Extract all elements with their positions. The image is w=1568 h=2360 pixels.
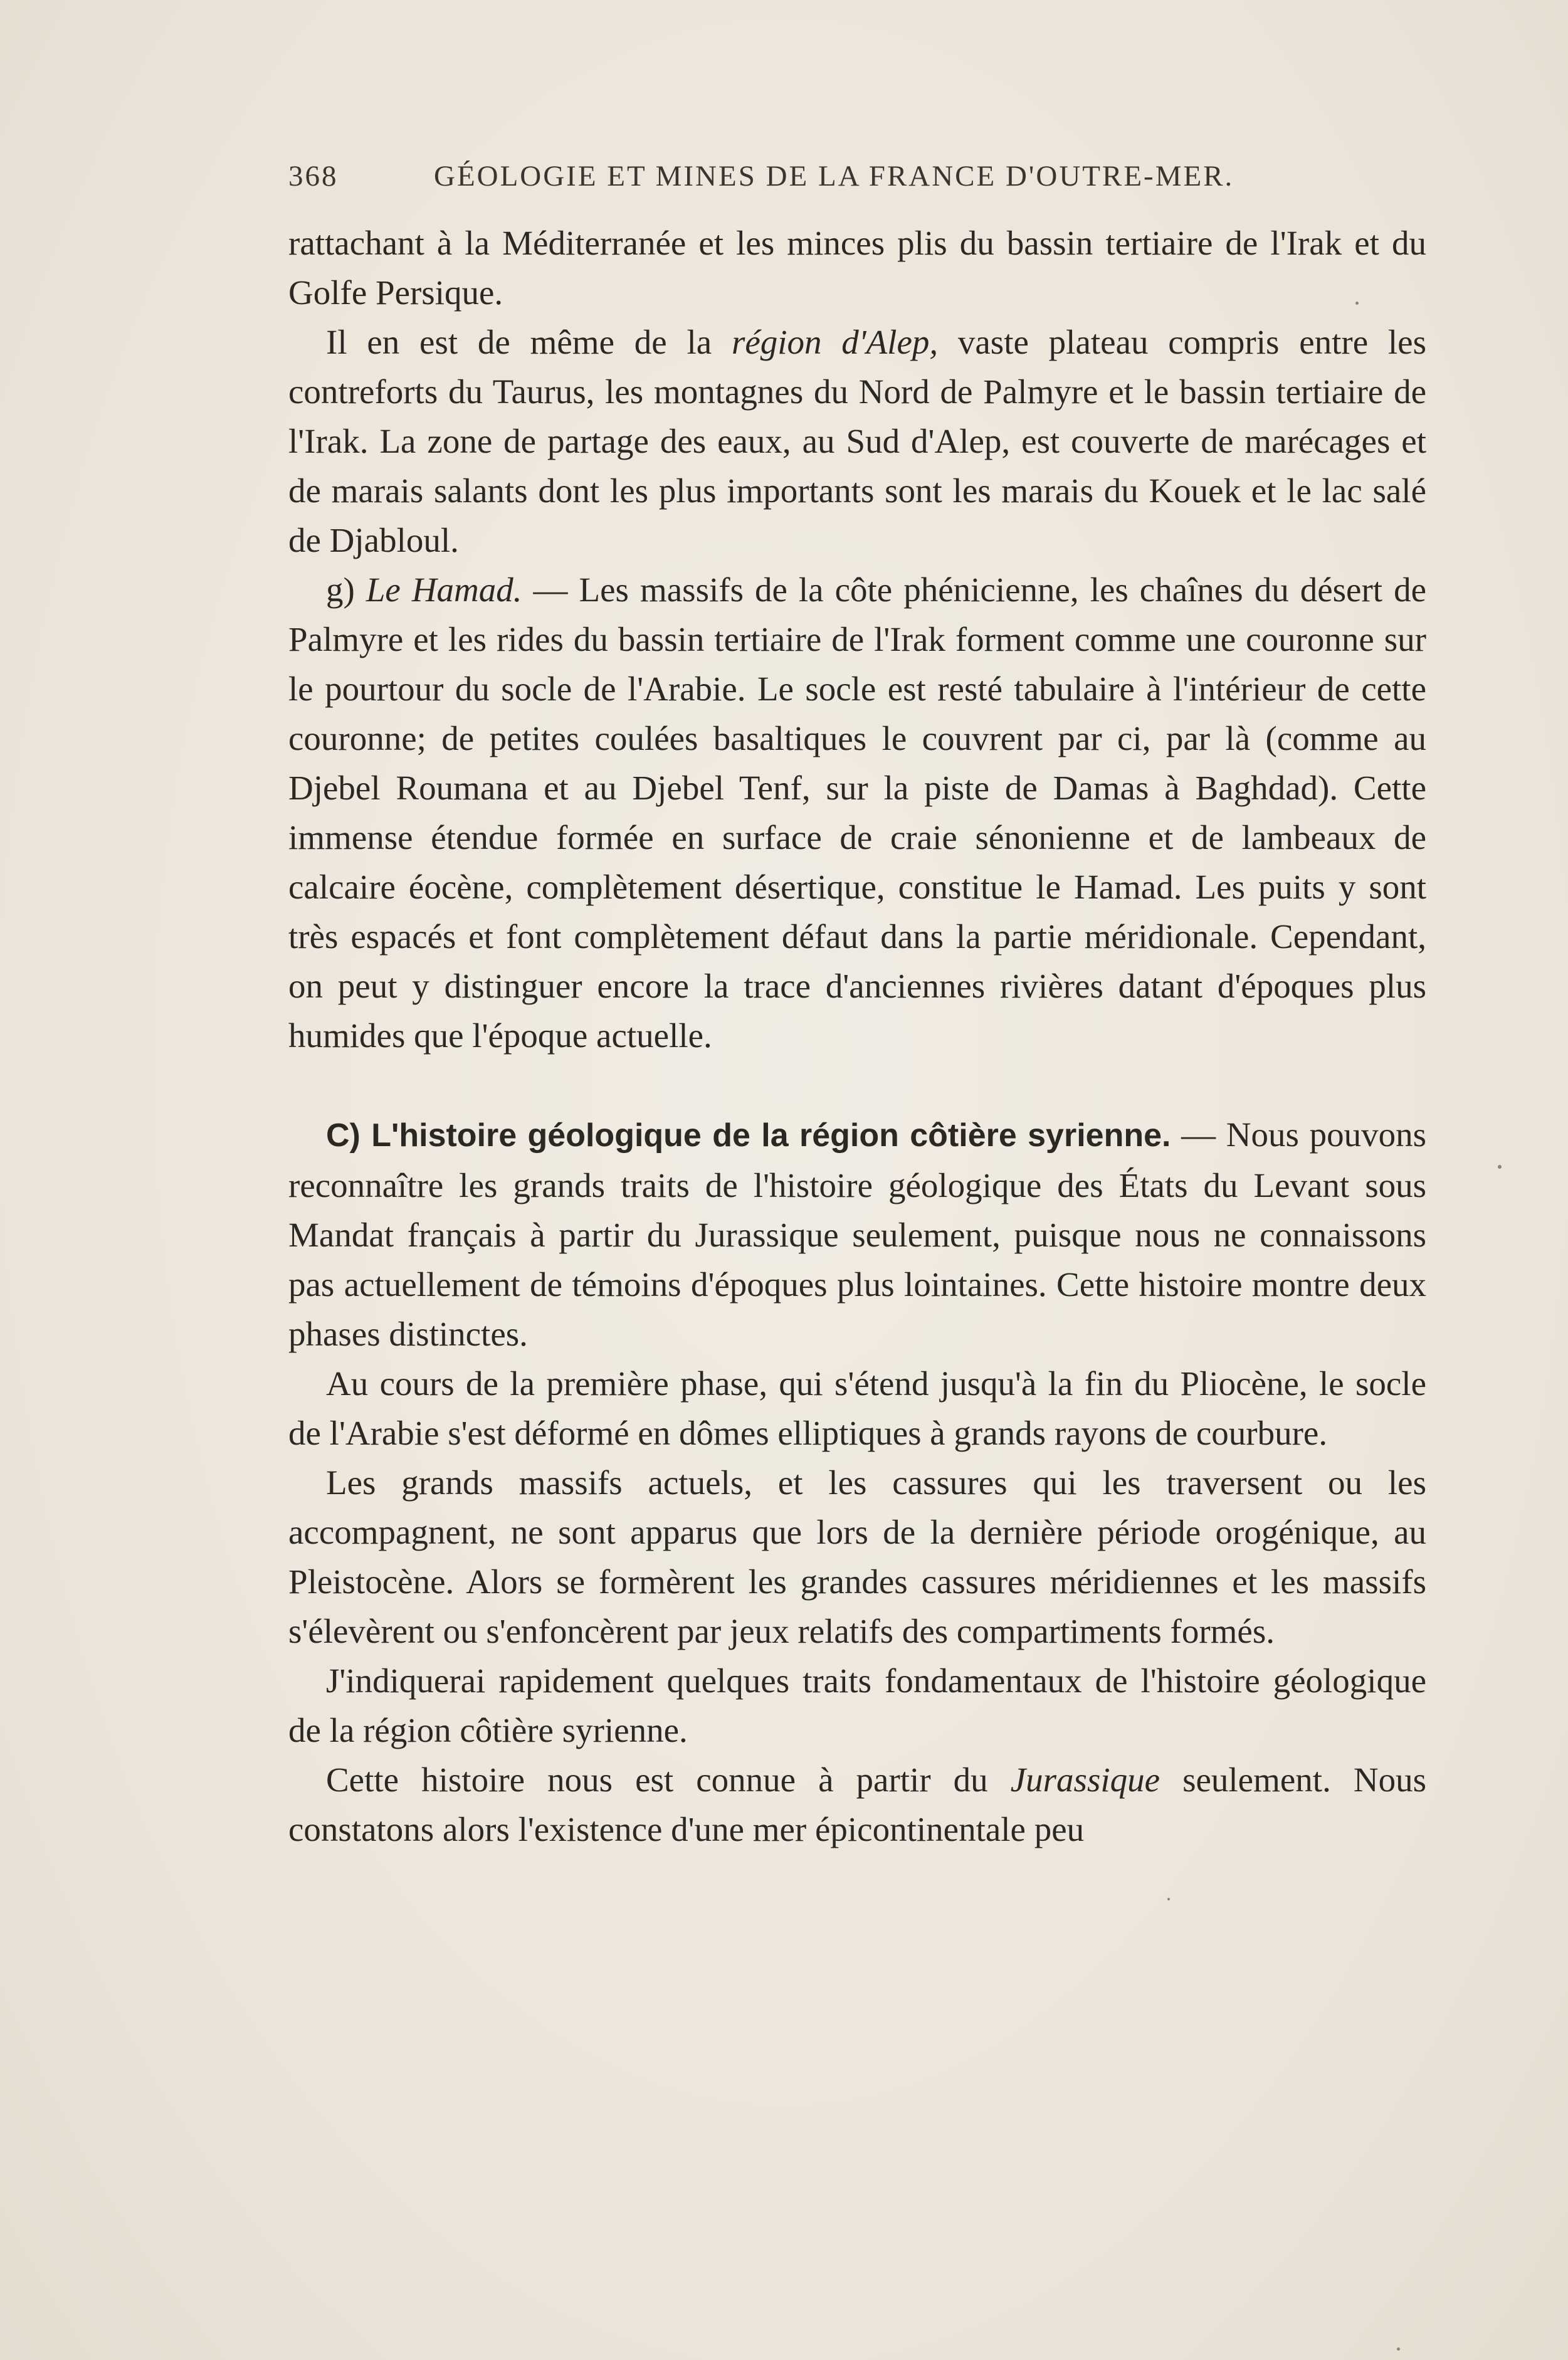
- paragraph-hamad: [288, 565, 1426, 1060]
- paper-speck: [1355, 302, 1359, 305]
- page-header: [288, 159, 1254, 203]
- section-label: C): [326, 1117, 372, 1154]
- section-c-paragraph: [288, 1110, 1426, 1359]
- paragraph-text: Cette histoire nous est connue à partir du: [326, 1761, 1011, 1799]
- paragraph-text: Il en est de même de la: [326, 323, 732, 361]
- paragraph-massifs: Les grands massifs actuels, et les cassures qui les traversent ou les accompagnent, ne sont apparus que lors de la dernière période orogénique, au Pleistocène. Alors se formèrent les grandes cassures méridiennes et les massifs s'élevèrent ou s'enfoncèrent par jeux relatifs des compartiments formés.: [288, 1463, 1426, 1650]
- paragraph-continuation: rattachant à la Méditerranée et les minces plis du bassin tertiaire de l'Irak et du Golfe Persique.: [288, 224, 1426, 312]
- paragraph-traits: J'indiquerai rapidement quelques traits fondamentaux de l'histoire géologique de la région côtière syrienne.: [288, 1662, 1426, 1749]
- paragraph-first-phase: Au cours de la première phase, qui s'étend jusqu'à la fin du Pliocène, le socle de l'Arabie s'est déformé en dômes elliptiques à grands rayons de courbure.: [288, 1364, 1426, 1452]
- section-spacer: [288, 1060, 1426, 1110]
- italic-term: Jurassique: [1010, 1761, 1160, 1799]
- italic-term: région d'Alep,: [731, 323, 939, 361]
- paragraph-text: — Les massifs de la côte phénicienne, les chaînes du désert de Palmyre et les rides du bassin tertiaire de l'Irak forment comme une couronne sur le pourtour du socle de l'Arabie. Le socle est resté tabulaire à l'intérieur de cette couronne; de petites coulées basaltiques le couvrent par ci, par là (comme au Djebel Roumana et au Djebel Tenf, sur la piste de Damas à Baghdad). Cette immense étendue formée en surface de craie sénonienne et de lambeaux de calcaire éocène, complètement désertique, constitue le Hamad. Les puits y sont très espacés et font complètement défaut dans la partie méridionale. Cependant, on peut y distinguer encore la trace d'anciennes rivières datant d'époques plus humides que l'époque actuelle.: [288, 571, 1426, 1055]
- paper-speck: [1498, 1165, 1502, 1169]
- paragraph-text: seulement. Nous constatons alors l'existence d'une mer épicontinentale peu: [288, 1761, 1426, 1848]
- paragraph-text: g): [326, 571, 366, 609]
- paragraph-region-alep: [288, 317, 1426, 565]
- body-text: [288, 218, 1426, 1854]
- running-title: GÉOLOGIE ET MINES DE LA FRANCE D'OUTRE-MER.: [434, 160, 1234, 192]
- italic-term: Le Hamad.: [366, 571, 522, 609]
- paragraph-text: vaste plateau compris entre les contreforts du Taurus, les montagnes du Nord de Palmyre et le bassin tertiaire de l'Irak. La zone de partage des eaux, au Sud d'Alep, est couverte de marécages et de marais salants dont les plus importants sont les marais du Kouek et le lac salé de Djabloul.: [288, 323, 1426, 559]
- paragraph-jurassique: [288, 1755, 1426, 1854]
- paper-speck: [1167, 1898, 1170, 1900]
- paper-speck: [1397, 2347, 1400, 2351]
- section-heading: L'histoire géologique de la région côtière syrienne.: [371, 1117, 1171, 1154]
- paragraph-text: — Nous pouvons reconnaître les grands traits de l'histoire géologique des États du Levant sous Mandat français à partir du Jurassique seulement, puisque nous ne connaissons pas actuellement de témoins d'époques plus lointaines. Cette histoire montre deux phases distinctes.: [288, 1115, 1426, 1353]
- page-number: 368: [288, 160, 339, 192]
